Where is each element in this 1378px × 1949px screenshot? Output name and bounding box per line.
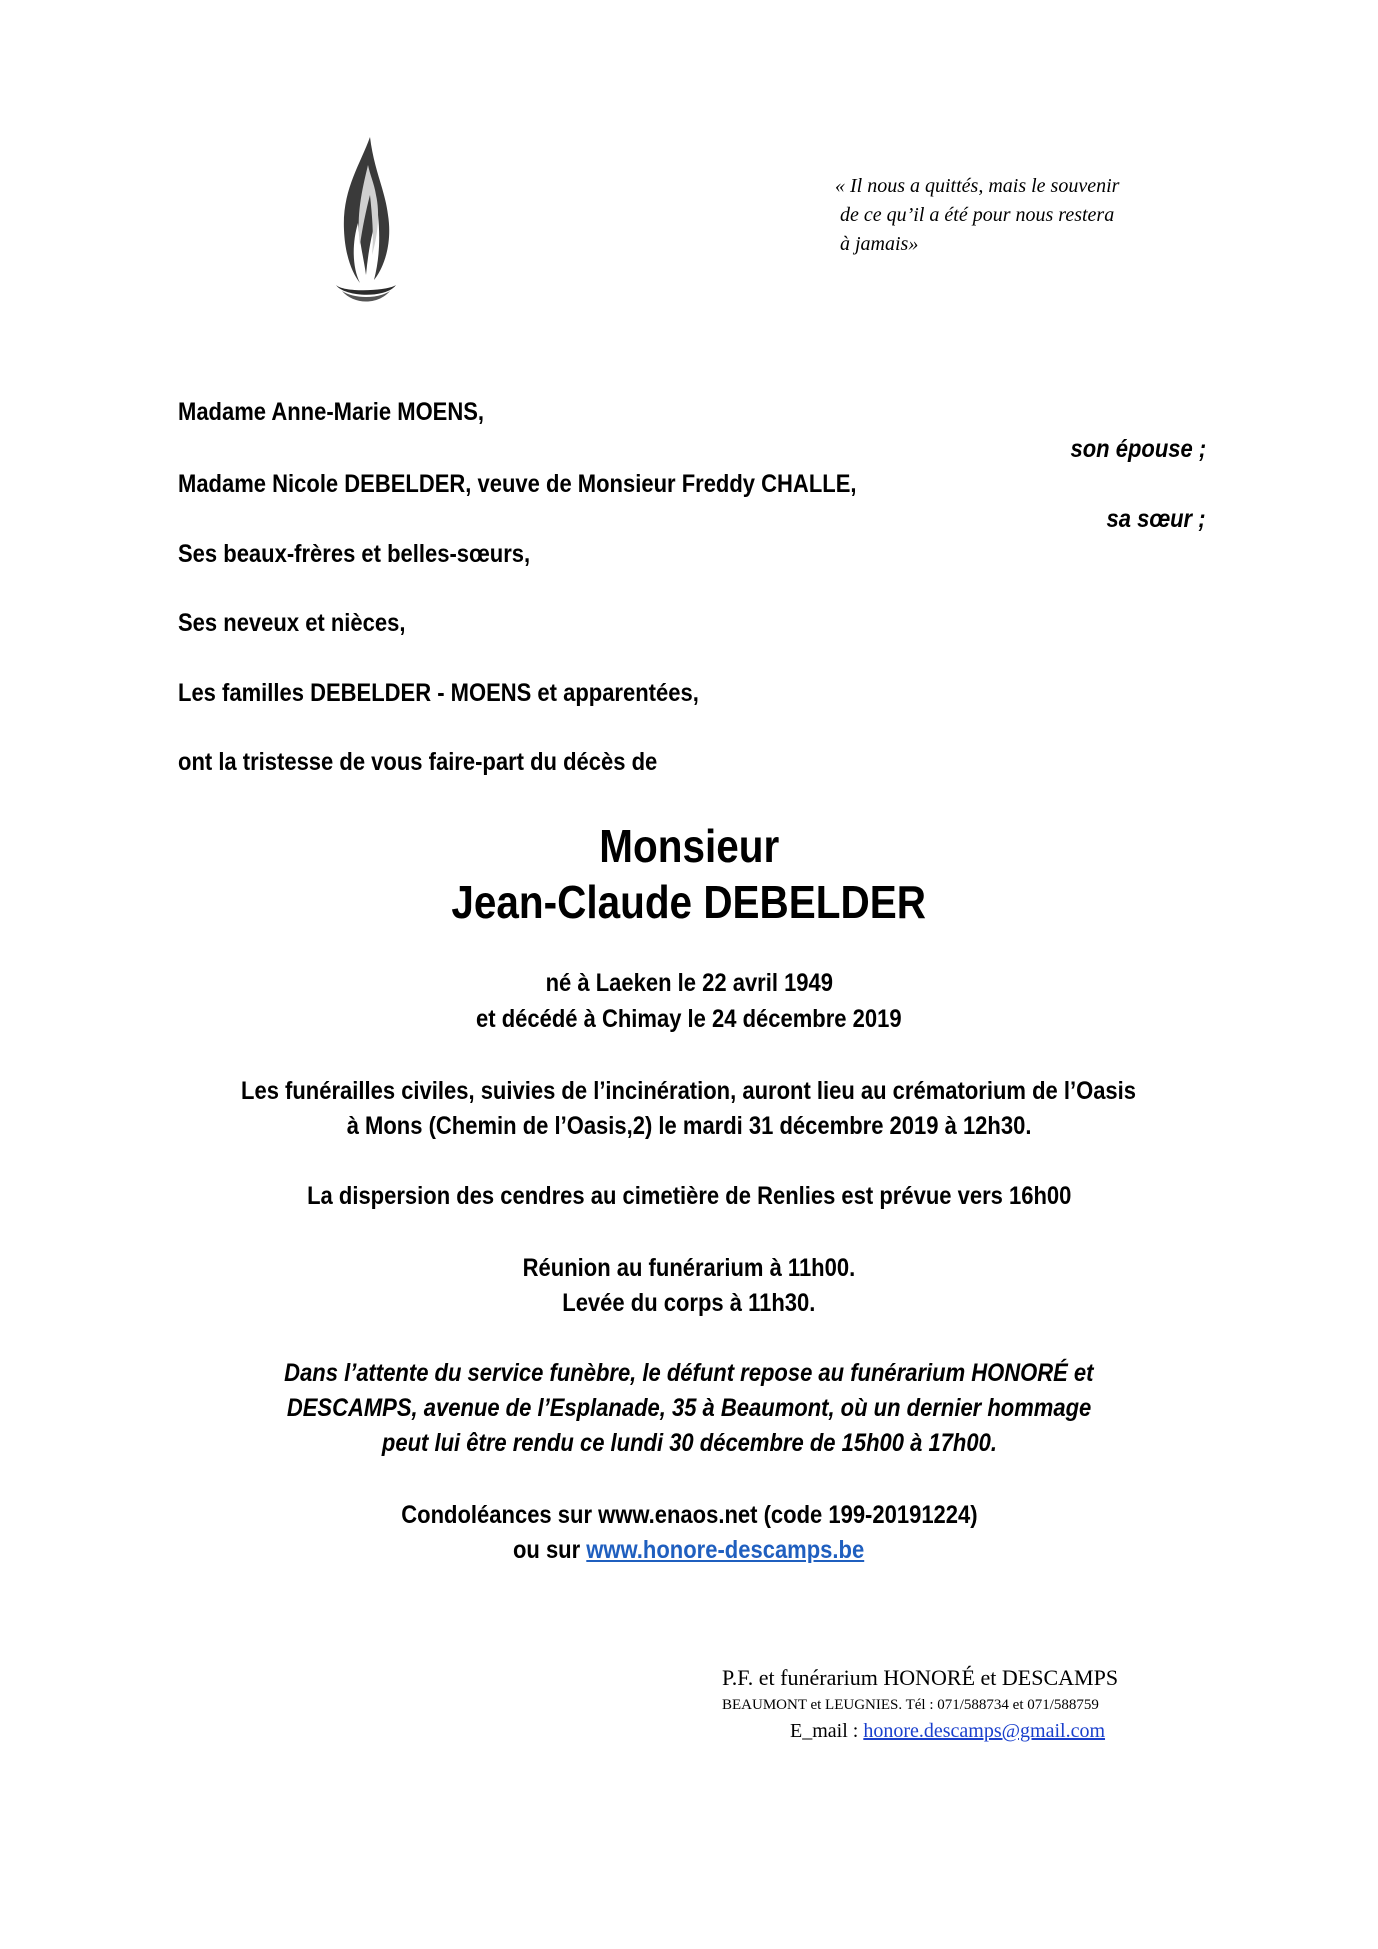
condolences-text: Condoléances sur www.enaos.net (code 199-20191224): [400, 1501, 978, 1529]
visitation-text: peut lui être rendu ce lundi 30 décembre de 15h00 à 17h00.: [381, 1429, 997, 1457]
family-relation: son épouse ;: [1070, 435, 1206, 463]
visitation-line: [0, 1425, 1378, 1462]
quote-line: « Il nous a quittés, mais le souvenir: [835, 175, 1120, 197]
footer-company: P.F. et funérarium HONORÉ et DESCAMPS: [722, 1665, 1119, 1690]
funeral-line: [0, 1073, 1378, 1110]
funeral-line: [0, 1108, 1378, 1145]
funeral-text: à Mons (Chemin de l’Oasis,2) le mardi 31 décembre 2019 à 12h30.: [346, 1112, 1032, 1140]
meeting-line: [0, 1285, 1378, 1322]
death-line: [0, 1001, 1378, 1038]
dispersion-line: [0, 1178, 1378, 1215]
deceased-title: Monsieur: [599, 820, 779, 872]
footer-email-line: [790, 1720, 1105, 1743]
birth-line: [0, 965, 1378, 1002]
family-member: Ses beaux-frères et belles-sœurs,: [178, 540, 531, 568]
flame-icon: [330, 135, 400, 310]
condolences-link-line: [0, 1532, 1378, 1569]
quote-line: de ce qu’il a été pour nous restera: [835, 204, 1115, 226]
meeting-line: [0, 1250, 1378, 1287]
memorial-quote: [835, 172, 1195, 259]
visitation-text: Dans l’attente du service funèbre, le défunt repose au funérarium HONORÉ et: [284, 1359, 1094, 1387]
family-relation: sa sœur ;: [1106, 505, 1206, 533]
dispersion-text: La dispersion des cendres au cimetière de Renlies est prévue vers 16h00: [306, 1182, 1072, 1210]
footer-address: BEAUMONT et LEUGNIES. Tél : 071/588734 et 071/588759: [722, 1697, 1099, 1713]
meeting-text: Réunion au funérarium à 11h00.: [522, 1254, 856, 1282]
deceased-name-block: [0, 874, 1378, 930]
family-member: Les familles DEBELDER - MOENS et apparentées,: [178, 679, 699, 707]
website-link[interactable]: www.honore-descamps.be: [586, 1536, 865, 1564]
birth-text: né à Laeken le 22 avril 1949: [545, 969, 833, 997]
condolences-link-wrap: [513, 1532, 864, 1569]
condolences-prefix: ou sur: [513, 1536, 587, 1564]
quote-line: à jamais»: [835, 233, 919, 255]
visitation-text: DESCAMPS, avenue de l’Esplanade, 35 à Beaumont, où un dernier hommage: [286, 1394, 1092, 1422]
deceased-name: Jean-Claude DEBELDER: [451, 876, 927, 928]
meeting-text: Levée du corps à 11h30.: [562, 1289, 816, 1317]
announcement-intro: ont la tristesse de vous faire-part du décès de: [178, 748, 658, 776]
family-member: Ses neveux et nièces,: [178, 609, 406, 637]
deceased-title-block: [0, 818, 1378, 874]
family-member: Madame Nicole DEBELDER, veuve de Monsieur Freddy CHALLE,: [178, 470, 857, 498]
death-text: et décédé à Chimay le 24 décembre 2019: [476, 1005, 902, 1033]
visitation-line: [0, 1390, 1378, 1427]
condolences-line: [0, 1497, 1378, 1534]
footer-email-label: E_mail :: [790, 1720, 864, 1742]
email-link[interactable]: honore.descamps@gmail.com: [863, 1720, 1106, 1742]
funeral-text: Les funérailles civiles, suivies de l’incinération, auront lieu au crématorium de l’Oasis: [241, 1077, 1137, 1105]
visitation-line: [0, 1355, 1378, 1392]
family-member: Madame Anne-Marie MOENS,: [178, 398, 485, 426]
